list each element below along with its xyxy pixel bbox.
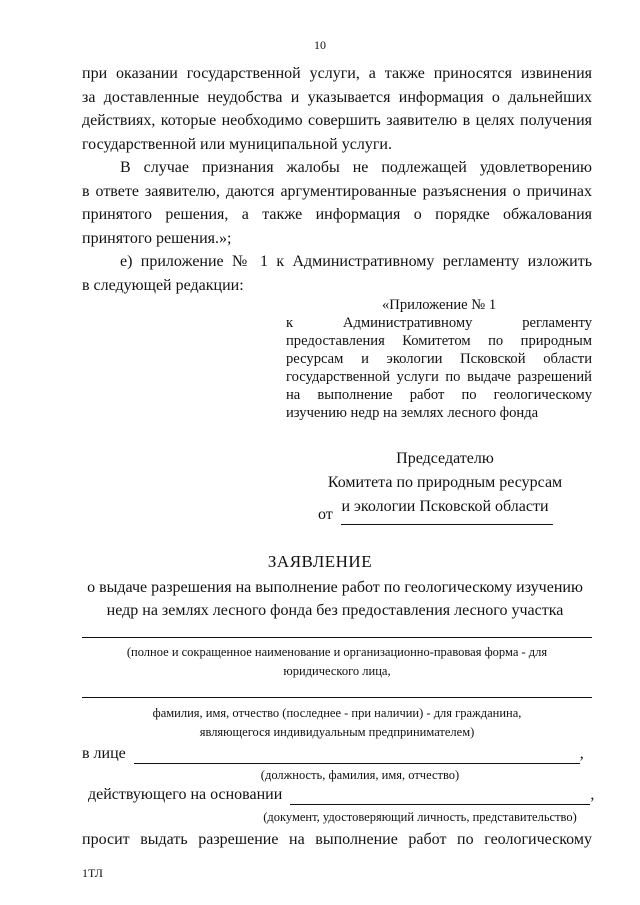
text-line: принятого решения, а также информация о порядке обжалования (82, 206, 592, 223)
representative-label: в лице (82, 745, 126, 762)
subtitle-line: о выдаче разрешения на выполнение работ по геологическому изучению (87, 579, 583, 596)
document-title: ЗАЯВЛЕНИЕ (267, 552, 373, 571)
representative-caption: (должность, фамилия, имя, отчество) (260, 768, 460, 782)
text-line: за доставленные неудобства и указывается информация о дальнейших (82, 88, 592, 106)
caption-line: (полное и сокращенное наименование и организационно-правовая форма - для (126, 645, 548, 659)
from-row (318, 506, 553, 525)
comma: , (590, 786, 595, 803)
addressee-line: Председателю (396, 450, 494, 467)
addressee-line: и экологии Псковской области (341, 498, 549, 515)
legal-entity-caption (82, 643, 592, 681)
paragraph-2 (82, 156, 592, 250)
document-subtitle (70, 576, 600, 622)
text-line: В случае признания жалобы не подлежащей удовлетворению (120, 159, 592, 176)
paragraph-1 (82, 62, 592, 156)
basis-field[interactable] (290, 786, 590, 805)
annex-line: предоставления Комитетом по природным (286, 333, 592, 349)
subtitle-line: недр на землях лесного фонда без предоставления лесного участка (106, 602, 564, 619)
text-line: государственной или муниципальной услуги. (82, 135, 392, 153)
from-label: от (318, 506, 333, 523)
basis-caption: (документ, удостоверяющий личность, представительство) (263, 810, 577, 824)
text-line: в следующей редакции: (82, 276, 244, 294)
annex-title: «Приложение № 1 (382, 297, 497, 313)
closing-paragraph (82, 828, 592, 852)
annex-line: на выполнение работ по геологическому (286, 387, 592, 403)
basis-label: действующего на основании (88, 786, 283, 803)
caption-line: являющегося индивидуальным предпринимателем) (199, 725, 475, 739)
from-field[interactable] (341, 506, 553, 525)
text-line: при оказании государственной услуги, а также приносятся извинения (82, 65, 592, 82)
page-number: 10 (314, 38, 326, 52)
text-line: действиях, которые необходимо совершить заявителю в целях получения (82, 112, 592, 129)
text-line: в ответе заявителю, даются аргументированные разъяснения о причинах (82, 182, 592, 200)
caption-line: юридического лица, (283, 664, 391, 678)
annex-line: изучению недр на землях лесного фонда (286, 405, 539, 421)
representative-row (82, 745, 602, 764)
text-line: е) приложение № 1 к Административному регламенту изложить (120, 253, 592, 270)
annex-line: к Административному регламенту (286, 315, 592, 331)
comma: , (579, 745, 584, 762)
individual-field[interactable] (82, 697, 592, 698)
paragraph-3 (82, 250, 592, 297)
annex-line: ресурсам и экологии Псковской области (286, 351, 592, 367)
legal-entity-field[interactable] (82, 637, 592, 638)
representative-field[interactable] (134, 745, 580, 764)
footer-mark: 1ТЛ (82, 866, 103, 880)
basis-row (82, 786, 602, 805)
addressee-line: Комитета по природным ресурсам (327, 474, 563, 491)
caption-line: фамилия, имя, отчество (последнее - при наличии) - для гражданина, (152, 706, 522, 720)
annex-header (286, 296, 592, 422)
text-line: просит выдать разрешение на выполнение работ по геологическому (82, 831, 592, 848)
annex-line: государственной услуги по выдаче разрешений (286, 369, 592, 385)
individual-caption (82, 704, 592, 742)
text-line: принятого решения.»; (82, 229, 232, 247)
